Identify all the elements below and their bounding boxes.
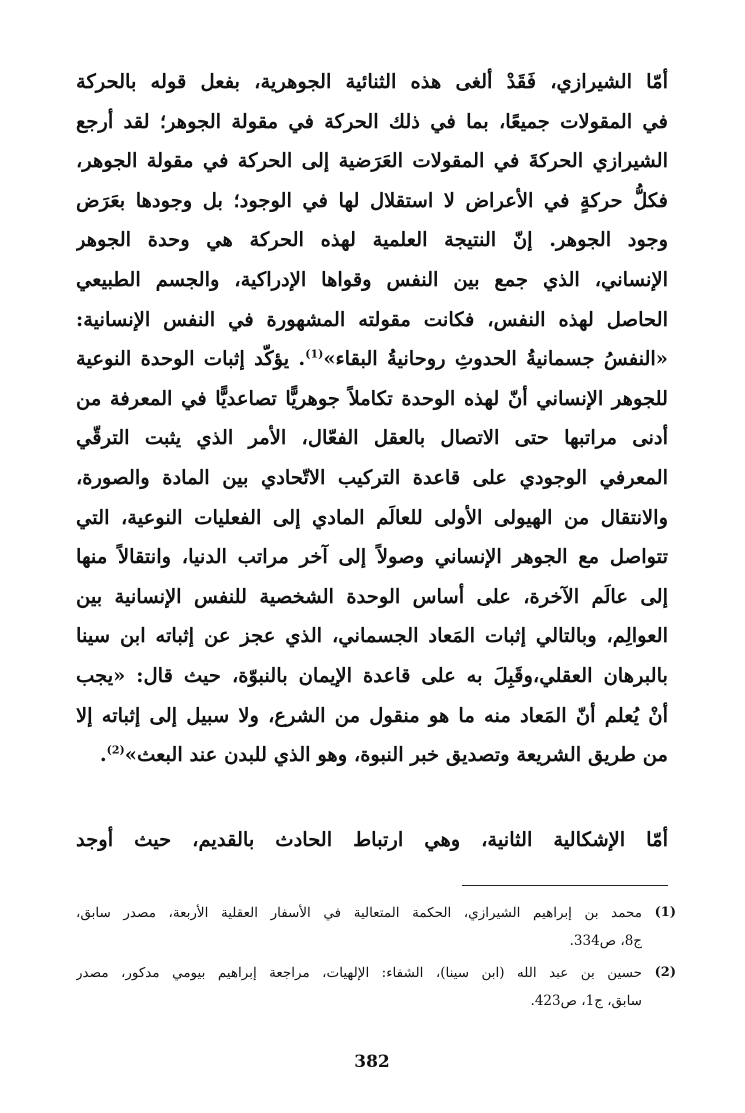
footnote-2 — [76, 959, 676, 1015]
text-segment: . — [99, 743, 107, 767]
footnote-1 — [76, 899, 676, 955]
text-segment: من طريق الشريعة وتصديق خبر النبوة، وهو الذي للبدن عند البعث» — [124, 743, 668, 767]
footnote-ref-2[interactable]: (2) — [106, 743, 125, 757]
text-line: الإنساني، الذي جمع بين النفس وقواها الإدراكية، والجسم الطبيعي — [76, 267, 668, 291]
paragraph-2 — [76, 820, 668, 860]
footnote-number: (2) — [654, 965, 676, 980]
text-line: بالبرهان العقلي،وقَبِلَ به على قاعدة الإيمان بالنبوّة، حيث قال: «يجب — [76, 663, 668, 687]
text-line: إلى عالَم الآخرة، على أساس الوحدة الشخصية للنفس الإنسانية بين — [76, 584, 668, 608]
quote-segment: «النفسُ جسمانيةُ الحدوثِ روحانيةُ البقاء» — [323, 347, 668, 371]
text-line: العوالِم، وبالتالي إثبات المَعاد الجسماني، الذي عجز عن إثباته ابن سينا — [76, 624, 668, 648]
text-line-with-note — [76, 339, 668, 379]
text-line: فكلُّ حركةٍ في الأعراض لا استقلال لها في الوجود؛ بل وجودها بعَرَض — [76, 188, 668, 212]
text-line: تتواصل مع الجوهر الإنساني وصولاً إلى آخر مراتب الدنيا، وانتقالاً منها — [76, 545, 668, 569]
footnote-text: ج8، ص334. — [569, 933, 642, 949]
text-line-with-note — [76, 735, 668, 775]
footnote-number: (1) — [654, 905, 676, 920]
paragraph-1 — [76, 62, 668, 775]
footnotes — [76, 899, 676, 1019]
text-line: أدنى مراتبها حتى الاتصال بالعقل الفعّال، الأمر الذي يثبت الترقّي — [76, 426, 668, 450]
text-line: وجود الجوهر. إنّ النتيجة العلمية لهذه الحركة هي وحدة الجوهر — [76, 228, 668, 252]
text-line: الحاصل لهذه النفس، فكانت مقولته المشهورة في النفس الإنسانية: — [76, 307, 668, 331]
text-segment: . يؤكّد إثبات الوحدة النوعية — [76, 347, 306, 371]
footnote-divider — [462, 885, 668, 886]
page-number: 382 — [354, 1052, 390, 1072]
text-line: أمّا الشيرازي، فَقَدْ ألغى هذه الثنائية الجوهرية، بفعل قوله بالحركة — [76, 70, 668, 93]
footnote-text: سابق، ج1، ص423. — [530, 993, 642, 1009]
text-line: أمّا الإشكالية الثانية، وهي ارتباط الحادث بالقديم، حيث أوجد — [76, 828, 668, 851]
text-line: في المقولات جميعًا، بما في ذلك الحركة في مقولة الجوهر؛ لقد أرجع — [76, 109, 668, 133]
footnote-text: محمد بن إبراهيم الشيرازي، الحكمة المتعالية في الأسفار العقلية الأربعة، مصدر سابق، — [76, 905, 642, 921]
footnote-ref-1[interactable]: (1) — [305, 347, 324, 361]
text-line: للجوهر الإنساني أنّ لهذه الوحدة تكاملاً جوهريًّا تصاعديًّا في المعرفة من — [76, 386, 668, 410]
text-line: أنْ يُعلم أنّ المَعاد منه ما هو منقول من الشرع، ولا سبيل إلى إثباته إلا — [76, 703, 668, 727]
text-line: المعرفي الوجودي على قاعدة التركيب الاتّحادي بين المادة والصورة، — [76, 465, 668, 489]
footnote-text: حسين بن عبد الله (ابن سينا)، الشفاء: الإلهيات، مراجعة إبراهيم بيومي مدكور، مصدر — [76, 965, 642, 981]
text-line: الشيرازي الحركةَ في المقولات العَرَضية إلى الحركة في مقولة الجوهر، — [76, 149, 668, 173]
text-line: والانتقال من الهيولى الأولى للعالَم المادي إلى الفعليات النوعية، التي — [76, 505, 668, 529]
